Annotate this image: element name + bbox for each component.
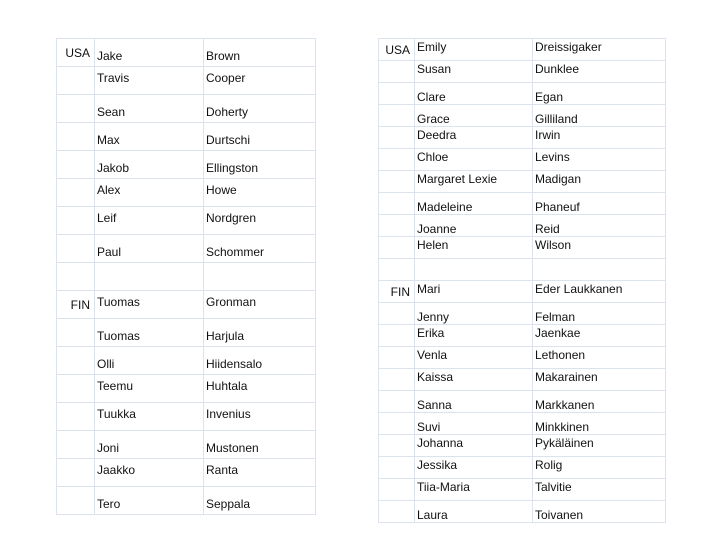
last-name-cell: Nordgren	[204, 207, 316, 235]
last-name-cell: Seppala	[204, 487, 316, 515]
table-row	[57, 123, 316, 151]
last-name-cell: Durtschi	[204, 123, 316, 151]
table-row	[379, 413, 666, 435]
table-row	[57, 487, 316, 515]
table-row	[57, 235, 316, 263]
table-row	[379, 347, 666, 369]
country-cell	[379, 369, 415, 391]
last-name-cell: Gilliland	[533, 105, 666, 127]
left-roster-body	[57, 39, 316, 515]
first-name-cell: Sanna	[415, 391, 533, 413]
first-name-cell: Kaissa	[415, 369, 533, 391]
table-row	[379, 435, 666, 457]
table-row	[379, 259, 666, 281]
country-cell	[379, 479, 415, 501]
last-name-cell: Invenius	[204, 403, 316, 431]
last-name-cell: Egan	[533, 83, 666, 105]
last-name-cell: Irwin	[533, 127, 666, 149]
country-cell	[379, 501, 415, 523]
last-name-cell: Wilson	[533, 237, 666, 259]
country-cell	[379, 83, 415, 105]
last-name-cell: Howe	[204, 179, 316, 207]
country-cell	[57, 431, 95, 459]
table-row	[57, 431, 316, 459]
country-cell	[57, 319, 95, 347]
first-name-cell: Helen	[415, 237, 533, 259]
table-row	[57, 207, 316, 235]
table-row	[379, 61, 666, 83]
first-name-cell: Margaret Lexie	[415, 171, 533, 193]
country-cell	[379, 105, 415, 127]
country-cell	[57, 375, 95, 403]
first-name-cell	[95, 263, 204, 291]
table-row	[379, 39, 666, 61]
first-name-cell: Emily	[415, 39, 533, 61]
country-cell	[57, 263, 95, 291]
table-row	[379, 501, 666, 523]
table-row	[379, 391, 666, 413]
country-cell	[57, 403, 95, 431]
country-cell	[379, 149, 415, 171]
country-cell	[379, 303, 415, 325]
table-row	[57, 151, 316, 179]
table-row	[57, 95, 316, 123]
country-cell	[379, 215, 415, 237]
table-row	[379, 369, 666, 391]
last-name-cell: Levins	[533, 149, 666, 171]
first-name-cell: Deedra	[415, 127, 533, 149]
last-name-cell: Reid	[533, 215, 666, 237]
first-name-cell: Travis	[95, 67, 204, 95]
first-name-cell: Laura	[415, 501, 533, 523]
table-row	[379, 457, 666, 479]
first-name-cell: Grace	[415, 105, 533, 127]
country-cell: FIN	[57, 291, 95, 319]
first-name-cell: Madeleine	[415, 193, 533, 215]
country-cell	[379, 391, 415, 413]
last-name-cell: Talvitie	[533, 479, 666, 501]
country-cell	[57, 235, 95, 263]
last-name-cell: Gronman	[204, 291, 316, 319]
last-name-cell: Phaneuf	[533, 193, 666, 215]
first-name-cell: Venla	[415, 347, 533, 369]
country-cell	[57, 487, 95, 515]
last-name-cell: Doherty	[204, 95, 316, 123]
country-cell	[57, 123, 95, 151]
country-cell	[57, 67, 95, 95]
first-name-cell: Tiia-Maria	[415, 479, 533, 501]
country-cell	[379, 435, 415, 457]
first-name-cell: Susan	[415, 61, 533, 83]
last-name-cell	[204, 263, 316, 291]
country-cell: FIN	[379, 281, 415, 303]
first-name-cell: Jakob	[95, 151, 204, 179]
table-row	[57, 459, 316, 487]
country-cell	[379, 171, 415, 193]
left-roster-table	[56, 38, 316, 515]
last-name-cell: Minkkinen	[533, 413, 666, 435]
first-name-cell: Jessika	[415, 457, 533, 479]
first-name-cell: Jaakko	[95, 459, 204, 487]
first-name-cell: Alex	[95, 179, 204, 207]
first-name-cell: Johanna	[415, 435, 533, 457]
country-cell	[379, 413, 415, 435]
right-roster-table	[378, 38, 666, 523]
country-cell	[379, 347, 415, 369]
table-row	[57, 291, 316, 319]
last-name-cell: Dreissigaker	[533, 39, 666, 61]
table-row	[57, 375, 316, 403]
table-row	[379, 193, 666, 215]
last-name-cell: Cooper	[204, 67, 316, 95]
last-name-cell: Harjula	[204, 319, 316, 347]
last-name-cell: Lethonen	[533, 347, 666, 369]
country-cell	[379, 193, 415, 215]
table-row	[57, 347, 316, 375]
country-cell	[379, 61, 415, 83]
first-name-cell: Chloe	[415, 149, 533, 171]
first-name-cell: Leif	[95, 207, 204, 235]
first-name-cell: Paul	[95, 235, 204, 263]
last-name-cell: Felman	[533, 303, 666, 325]
last-name-cell: Jaenkae	[533, 325, 666, 347]
last-name-cell: Markkanen	[533, 391, 666, 413]
table-row	[379, 215, 666, 237]
first-name-cell: Tuomas	[95, 319, 204, 347]
country-cell	[57, 347, 95, 375]
last-name-cell: Toivanen	[533, 501, 666, 523]
country-cell: USA	[379, 39, 415, 61]
table-row	[57, 263, 316, 291]
last-name-cell: Mustonen	[204, 431, 316, 459]
first-name-cell: Sean	[95, 95, 204, 123]
last-name-cell: Ellingston	[204, 151, 316, 179]
first-name-cell: Suvi	[415, 413, 533, 435]
country-cell	[57, 95, 95, 123]
right-roster-body	[379, 39, 666, 523]
last-name-cell: Eder Laukkanen	[533, 281, 666, 303]
last-name-cell: Schommer	[204, 235, 316, 263]
first-name-cell	[415, 259, 533, 281]
last-name-cell	[533, 259, 666, 281]
table-row	[57, 39, 316, 67]
last-name-cell: Makarainen	[533, 369, 666, 391]
first-name-cell: Olli	[95, 347, 204, 375]
last-name-cell: Rolig	[533, 457, 666, 479]
table-row	[57, 179, 316, 207]
country-cell	[57, 207, 95, 235]
country-cell	[57, 179, 95, 207]
table-row	[57, 403, 316, 431]
table-row	[379, 325, 666, 347]
first-name-cell: Mari	[415, 281, 533, 303]
table-row	[379, 149, 666, 171]
table-row	[379, 105, 666, 127]
last-name-cell: Ranta	[204, 459, 316, 487]
last-name-cell: Dunklee	[533, 61, 666, 83]
country-cell	[379, 457, 415, 479]
table-row	[379, 171, 666, 193]
first-name-cell: Joni	[95, 431, 204, 459]
country-cell: USA	[57, 39, 95, 67]
country-cell	[57, 459, 95, 487]
first-name-cell: Teemu	[95, 375, 204, 403]
last-name-cell: Hiidensalo	[204, 347, 316, 375]
table-row	[57, 67, 316, 95]
table-row	[379, 303, 666, 325]
table-row	[57, 319, 316, 347]
first-name-cell: Jenny	[415, 303, 533, 325]
table-row	[379, 479, 666, 501]
first-name-cell: Joanne	[415, 215, 533, 237]
last-name-cell: Madigan	[533, 171, 666, 193]
first-name-cell: Tuukka	[95, 403, 204, 431]
country-cell	[379, 237, 415, 259]
first-name-cell: Jake	[95, 39, 204, 67]
first-name-cell: Erika	[415, 325, 533, 347]
last-name-cell: Huhtala	[204, 375, 316, 403]
table-row	[379, 281, 666, 303]
first-name-cell: Max	[95, 123, 204, 151]
country-cell	[57, 151, 95, 179]
table-row	[379, 83, 666, 105]
country-cell	[379, 259, 415, 281]
country-cell	[379, 127, 415, 149]
table-row	[379, 127, 666, 149]
table-row	[379, 237, 666, 259]
last-name-cell: Pykäläinen	[533, 435, 666, 457]
first-name-cell: Clare	[415, 83, 533, 105]
first-name-cell: Tero	[95, 487, 204, 515]
country-cell	[379, 325, 415, 347]
last-name-cell: Brown	[204, 39, 316, 67]
first-name-cell: Tuomas	[95, 291, 204, 319]
